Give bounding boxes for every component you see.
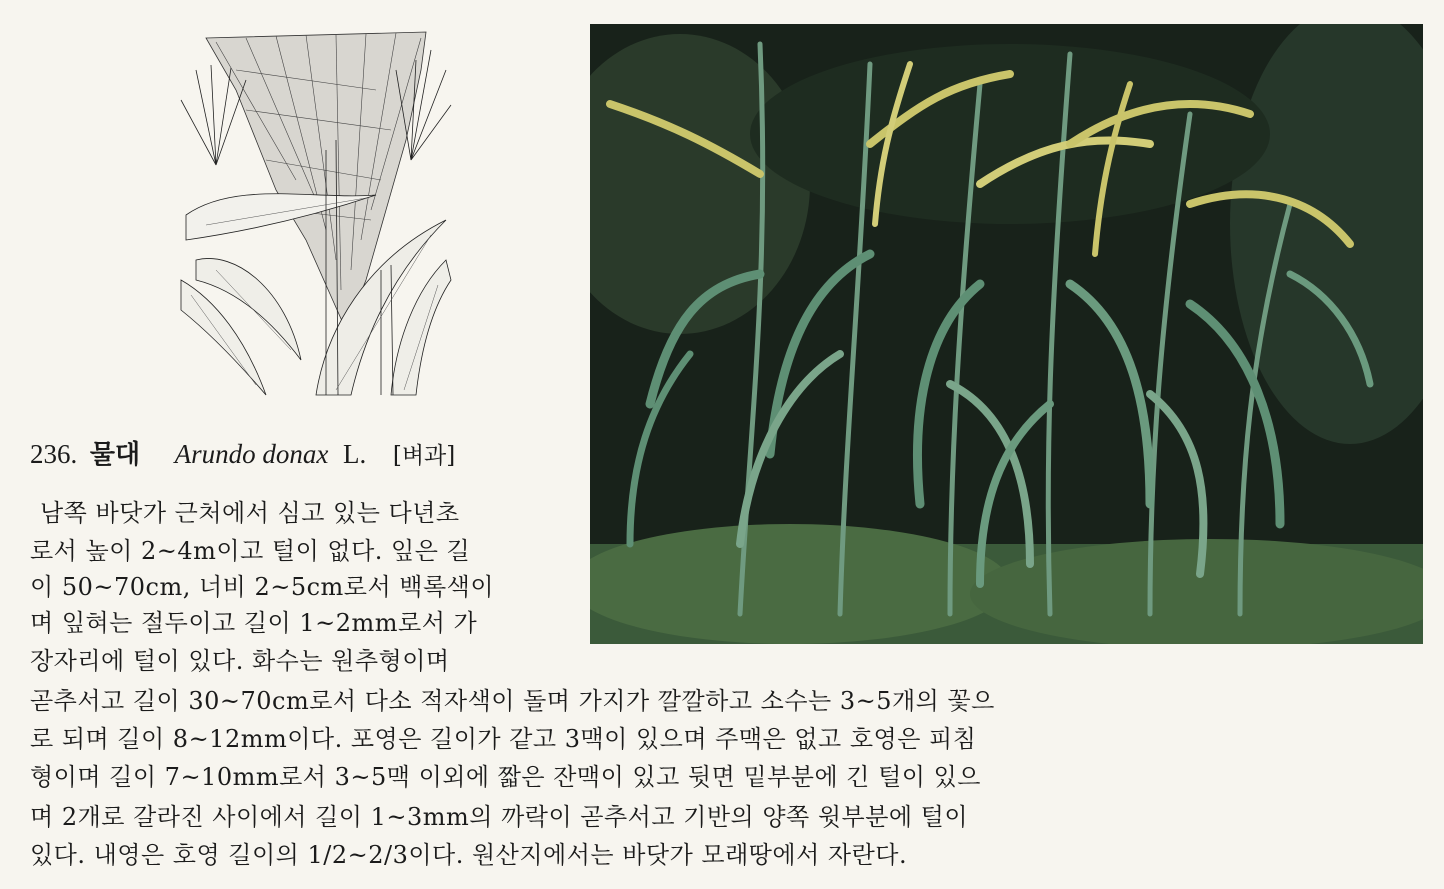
author-abbreviation: L. <box>343 439 367 469</box>
description-line: 이 50~70cm, 너비 2~5cm로서 백록색이 <box>30 573 495 601</box>
family-name: [벼과] <box>392 443 456 469</box>
description-line: 곧추서고 길이 30~70cm로서 다소 적자색이 돌며 가지가 깔깔하고 소수는 3~5개의 꽃으 <box>30 687 995 715</box>
scientific-name: Arundo donax <box>174 439 329 469</box>
description-line: 며 잎혀는 절두이고 길이 1~2mm로서 가 <box>30 609 478 637</box>
description-line: 며 2개로 갈라진 사이에서 길이 1~3mm의 까락이 곧추서고 기반의 양쪽 윗부분에 털이 <box>30 803 969 831</box>
description-line: 남쪽 바닷가 근처에서 심고 있는 다년초 <box>40 499 460 527</box>
plant-illustration <box>176 30 456 400</box>
description-line: 있다. 내영은 호영 길이의 1/2~2/3이다. 원산지에서는 바닷가 모래땅에서 자란다. <box>30 841 908 869</box>
korean-name: 물대 <box>89 440 141 470</box>
description-line: 로 되며 길이 8~12mm이다. 포영은 길이가 같고 3맥이 있으며 주맥은 없고 호영은 피침 <box>30 725 977 753</box>
description-line: 로서 높이 2~4m이고 털이 없다. 잎은 길 <box>30 537 471 565</box>
entry-title <box>30 436 455 474</box>
description-line: 장자리에 털이 있다. 화수는 원추형이며 <box>30 647 450 675</box>
description-line: 형이며 길이 7~10mm로서 3~5맥 이외에 짧은 잔맥이 있고 뒷면 밑부분에 긴 털이 있으 <box>30 763 981 791</box>
plant-photo <box>590 24 1423 644</box>
entry-number: 236. <box>30 439 78 469</box>
